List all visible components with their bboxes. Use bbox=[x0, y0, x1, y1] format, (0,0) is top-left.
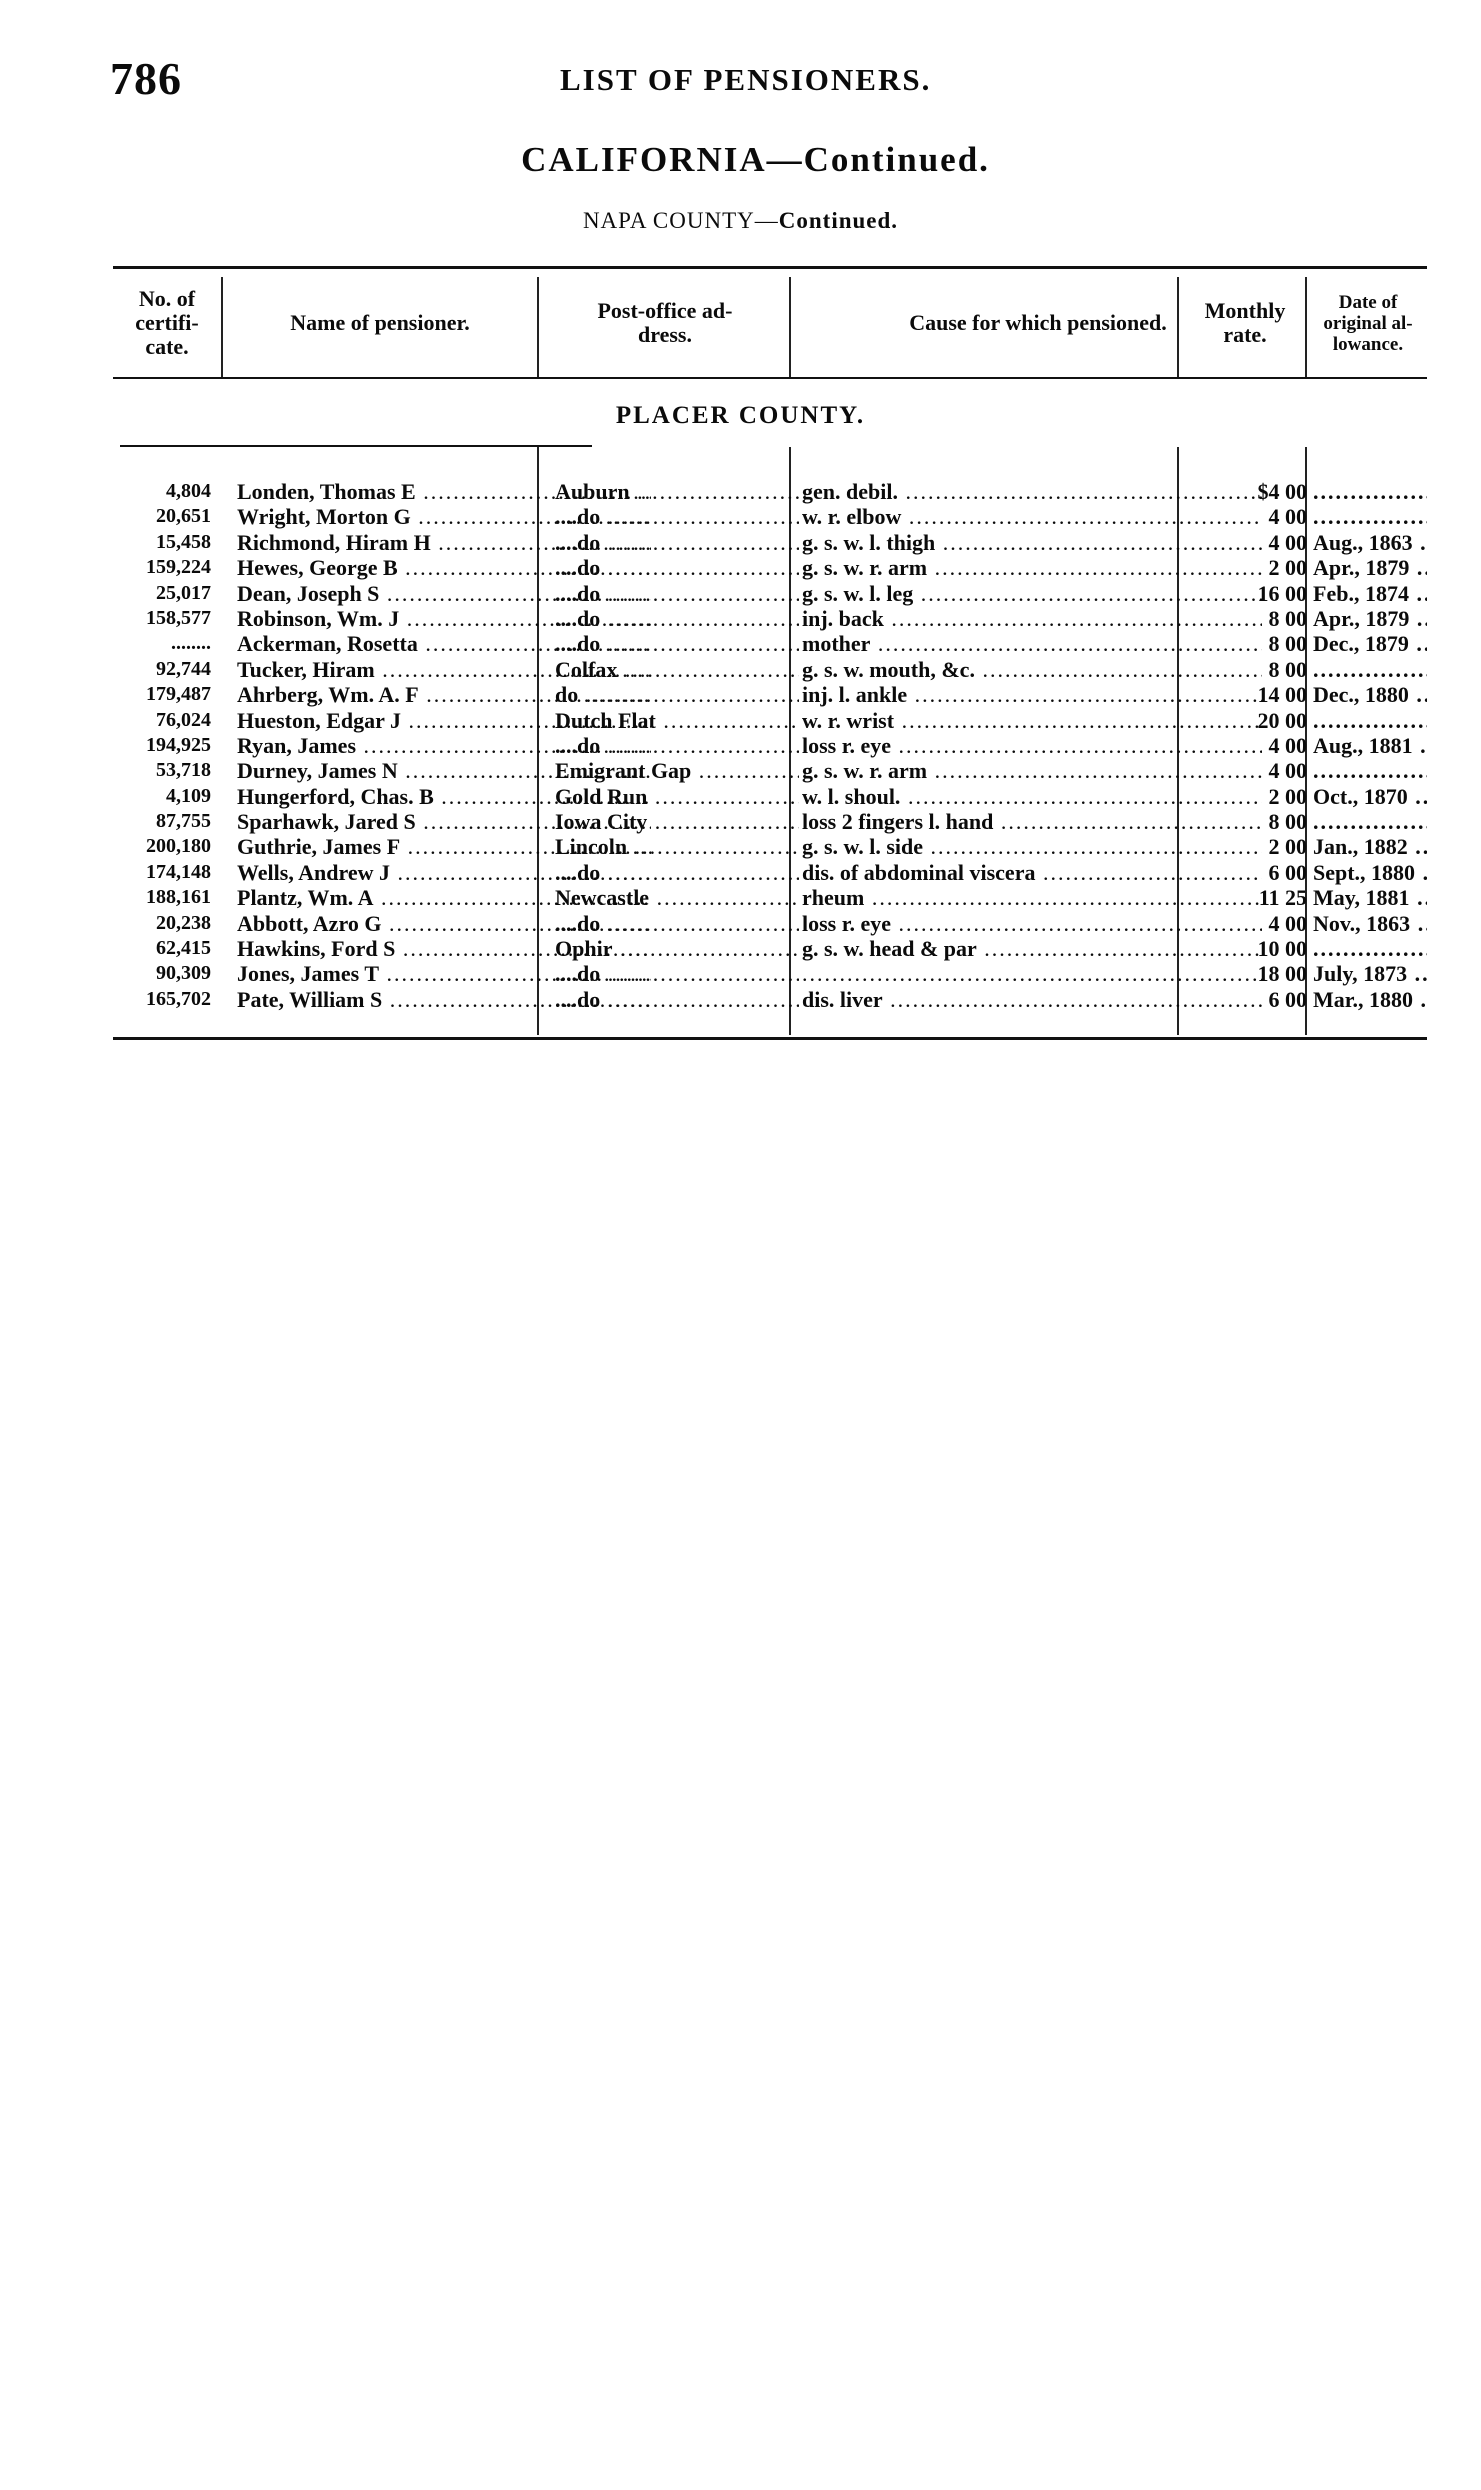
pensioner-name: Guthrie, James F ..... bbox=[237, 834, 651, 859]
post-office: Lincoln ..... bbox=[555, 834, 799, 859]
allowance-date: Feb., 1874 ..... bbox=[1313, 581, 1427, 606]
table-row bbox=[113, 555, 1427, 580]
post-office: ....do ..... bbox=[555, 911, 799, 936]
pension-cause: g. s. w. r. arm ..... bbox=[802, 758, 1262, 783]
pension-cause: rheum ..... bbox=[802, 885, 1262, 910]
pensioner-name: Robinson, Wm. J ..... bbox=[237, 606, 651, 631]
allowance-date bbox=[1313, 657, 1427, 682]
pension-cause: dis. of abdominal viscera ..... bbox=[802, 860, 1262, 885]
table-row bbox=[113, 987, 1427, 1012]
pension-cause: inj. back ..... bbox=[802, 606, 1262, 631]
certificate-number: 90,309 bbox=[156, 962, 211, 985]
monthly-rate: 11 25 bbox=[1258, 885, 1307, 911]
column-divider bbox=[1305, 277, 1307, 377]
pensioner-name: Hueston, Edgar J ..... bbox=[237, 708, 651, 733]
monthly-rate: 8 00 bbox=[1268, 656, 1307, 682]
monthly-rate: 2 00 bbox=[1268, 783, 1307, 809]
allowance-date: Mar., 1880 ..... bbox=[1313, 987, 1427, 1012]
pensioner-name: Ryan, James ..... bbox=[237, 733, 651, 758]
continued-label: Continued. bbox=[778, 208, 899, 233]
post-office: ....do ..... bbox=[555, 733, 799, 758]
certificate-number: 53,718 bbox=[156, 759, 211, 782]
pension-cause: g. s. w. l. thigh ..... bbox=[802, 530, 1262, 555]
post-office: ....do ..... bbox=[555, 530, 799, 555]
allowance-date: Apr., 1879 ..... bbox=[1313, 555, 1427, 580]
post-office: ....do ..... bbox=[555, 987, 799, 1012]
table-row bbox=[113, 860, 1427, 885]
pension-cause: loss r. eye ..... bbox=[802, 733, 1262, 758]
table-row bbox=[113, 834, 1427, 859]
pensioner-name: Durney, James N ..... bbox=[237, 758, 651, 783]
post-office: Emigrant Gap ..... bbox=[555, 758, 799, 783]
pension-cause: inj. l. ankle ..... bbox=[802, 682, 1262, 707]
certificate-number: 194,925 bbox=[146, 733, 211, 756]
pensioner-name: Hewes, George B ..... bbox=[237, 555, 651, 580]
post-office: ....do ..... bbox=[555, 504, 799, 529]
column-divider bbox=[789, 277, 791, 377]
post-office: ....do ..... bbox=[555, 961, 799, 986]
certificate-number: 92,744 bbox=[156, 657, 211, 680]
header-name: Name of pensioner. bbox=[290, 310, 470, 335]
header-cause: Cause for which pensioned. bbox=[909, 310, 1167, 335]
certificate-number: 20,651 bbox=[156, 505, 211, 528]
pensioner-name: Abbott, Azro G ..... bbox=[237, 911, 651, 936]
allowance-date bbox=[1313, 936, 1427, 961]
monthly-rate: 2 00 bbox=[1268, 834, 1307, 860]
post-office: Iowa City ..... bbox=[555, 809, 799, 834]
table-row bbox=[113, 504, 1427, 529]
table-row bbox=[113, 479, 1427, 504]
pensioner-name: Richmond, Hiram H ..... bbox=[237, 530, 651, 555]
pensioner-name: Dean, Joseph S ..... bbox=[237, 581, 651, 606]
pension-cause: w. r. wrist ..... bbox=[802, 708, 1262, 733]
monthly-rate: 10 00 bbox=[1257, 936, 1307, 962]
pensioner-name: Plantz, Wm. A ..... bbox=[237, 885, 651, 910]
running-head: LIST OF PENSIONERS. bbox=[560, 62, 932, 97]
column-header-row bbox=[113, 266, 1427, 379]
certificate-number: 25,017 bbox=[156, 581, 211, 604]
pensioner-name: Pate, William S ..... bbox=[237, 987, 651, 1012]
header-date: Date of original al- lowance. bbox=[1323, 291, 1413, 355]
table-row bbox=[113, 631, 1427, 656]
certificate-number: 4,804 bbox=[166, 480, 211, 502]
post-office: Auburn ..... bbox=[555, 479, 799, 504]
pensioner-name: Wright, Morton G ..... bbox=[237, 504, 651, 529]
page-number: 786 bbox=[110, 53, 182, 104]
pensioner-name: Wells, Andrew J ..... bbox=[237, 860, 651, 885]
monthly-rate: 4 00 bbox=[1268, 910, 1307, 936]
allowance-date: Dec., 1879 ..... bbox=[1313, 631, 1427, 656]
pension-cause: loss r. eye ..... bbox=[802, 911, 1262, 936]
certificate-number: 20,238 bbox=[156, 911, 211, 934]
pensioner-table-body bbox=[113, 479, 1427, 1012]
certificate-number: ........ bbox=[171, 632, 211, 655]
certificate-number: 87,755 bbox=[156, 810, 211, 833]
pension-cause: g. s. w. r. arm ..... bbox=[802, 555, 1262, 580]
post-office: ....do ..... bbox=[555, 860, 799, 885]
certificate-number: 174,148 bbox=[146, 860, 211, 883]
pension-cause: g. s. w. head & par ..... bbox=[802, 936, 1262, 961]
post-office: do ..... bbox=[555, 682, 799, 707]
allowance-date: Apr., 1879 ..... bbox=[1313, 606, 1427, 631]
allowance-date: Aug., 1863 ..... bbox=[1313, 530, 1427, 555]
allowance-date bbox=[1313, 479, 1427, 504]
column-divider bbox=[221, 277, 223, 377]
allowance-date: Aug., 1881 ..... bbox=[1313, 733, 1427, 758]
allowance-date bbox=[1313, 708, 1427, 733]
allowance-date: July, 1873 ..... bbox=[1313, 961, 1427, 986]
table-row bbox=[113, 682, 1427, 707]
certificate-number: 15,458 bbox=[156, 530, 211, 553]
county-name: NAPA COUNTY— bbox=[582, 208, 779, 233]
certificate-number: 200,180 bbox=[146, 835, 211, 858]
table-row bbox=[113, 708, 1427, 733]
table-header bbox=[113, 266, 1427, 379]
section-rule bbox=[120, 445, 592, 447]
pensioner-name: Hungerford, Chas. B ..... bbox=[237, 784, 651, 809]
table-row bbox=[113, 530, 1427, 555]
table-row bbox=[113, 758, 1427, 783]
monthly-rate: 14 00 bbox=[1257, 682, 1307, 708]
certificate-number: 165,702 bbox=[146, 987, 211, 1010]
pension-cause: dis. liver ..... bbox=[802, 987, 1262, 1012]
monthly-rate: 6 00 bbox=[1268, 986, 1307, 1012]
table-row bbox=[113, 885, 1427, 910]
table-row bbox=[113, 911, 1427, 936]
post-office: ....do ..... bbox=[555, 555, 799, 580]
header-rate: Monthly rate. bbox=[1204, 298, 1286, 347]
monthly-rate: 8 00 bbox=[1268, 809, 1307, 835]
post-office: ....do ..... bbox=[555, 631, 799, 656]
column-divider bbox=[1177, 277, 1179, 377]
certificate-number: 158,577 bbox=[146, 606, 211, 629]
certificate-number: 159,224 bbox=[146, 556, 211, 579]
county-continued-heading bbox=[0, 208, 1481, 234]
allowance-date: May, 1881 ..... bbox=[1313, 885, 1427, 910]
allowance-date bbox=[1313, 758, 1427, 783]
allowance-date: Jan., 1882 ..... bbox=[1313, 834, 1427, 859]
column-divider bbox=[537, 277, 539, 377]
pension-cause: g. s. w. l. leg ..... bbox=[802, 581, 1262, 606]
table-row bbox=[113, 784, 1427, 809]
monthly-rate: 4 00 bbox=[1268, 732, 1307, 758]
table-row bbox=[113, 961, 1427, 986]
monthly-rate: $4 00 bbox=[1257, 479, 1307, 504]
monthly-rate: 6 00 bbox=[1268, 859, 1307, 885]
certificate-number: 179,487 bbox=[146, 683, 211, 706]
table-row bbox=[113, 733, 1427, 758]
allowance-date bbox=[1313, 809, 1427, 834]
pensioner-name: Ahrberg, Wm. A. F ..... bbox=[237, 682, 651, 707]
pension-cause: loss 2 fingers l. hand ..... bbox=[802, 809, 1262, 834]
allowance-date: Sept., 1880 ..... bbox=[1313, 860, 1427, 885]
post-office: Colfax ..... bbox=[555, 657, 799, 682]
header-post: Post-office ad- dress. bbox=[597, 298, 733, 347]
monthly-rate: 18 00 bbox=[1257, 961, 1307, 987]
post-office: Newcastle ..... bbox=[555, 885, 799, 910]
pensioner-name: Londen, Thomas E ..... bbox=[237, 479, 651, 504]
certificate-number: 4,109 bbox=[166, 784, 211, 807]
state-title: CALIFORNIA—Continued. bbox=[521, 140, 990, 179]
monthly-rate: 20 00 bbox=[1257, 707, 1307, 733]
table-row bbox=[113, 657, 1427, 682]
monthly-rate: 4 00 bbox=[1268, 504, 1307, 530]
section-title: PLACER COUNTY. bbox=[615, 402, 866, 429]
pension-cause: mother ..... bbox=[802, 631, 1262, 656]
pension-cause: g. s. w. mouth, &c. ..... bbox=[802, 657, 1262, 682]
table-row bbox=[113, 936, 1427, 961]
pensioner-name: Sparhawk, Jared S ..... bbox=[237, 809, 651, 834]
monthly-rate: 4 00 bbox=[1268, 758, 1307, 784]
post-office: Ophir ..... bbox=[555, 936, 799, 961]
post-office: Dutch Flat ..... bbox=[555, 708, 799, 733]
header-cert: No. of certifi- cate. bbox=[135, 286, 199, 359]
pension-cause: w. l. shoul. ..... bbox=[802, 784, 1262, 809]
pensioner-name: Tucker, Hiram ..... bbox=[237, 657, 651, 682]
monthly-rate: 4 00 bbox=[1268, 529, 1307, 555]
table-row bbox=[113, 606, 1427, 631]
certificate-number: 188,161 bbox=[146, 886, 211, 909]
certificate-number: 76,024 bbox=[156, 708, 211, 731]
pension-cause: gen. debil. ..... bbox=[802, 479, 1262, 504]
post-office: Gold Run ..... bbox=[555, 784, 799, 809]
monthly-rate: 16 00 bbox=[1257, 580, 1307, 606]
post-office: ....do ..... bbox=[555, 606, 799, 631]
allowance-date: Nov., 1863 ..... bbox=[1313, 911, 1427, 936]
pension-cause: g. s. w. l. side ..... bbox=[802, 834, 1262, 859]
post-office: ....do ..... bbox=[555, 581, 799, 606]
certificate-number: 62,415 bbox=[156, 937, 211, 960]
allowance-date: Dec., 1880 ..... bbox=[1313, 682, 1427, 707]
table-row bbox=[113, 809, 1427, 834]
table-bottom-rule bbox=[113, 1037, 1427, 1040]
monthly-rate: 2 00 bbox=[1268, 555, 1307, 581]
allowance-date bbox=[1313, 504, 1427, 529]
pensioner-name: Ackerman, Rosetta ..... bbox=[237, 631, 651, 656]
monthly-rate: 8 00 bbox=[1268, 631, 1307, 657]
pensioner-name: Jones, James T ..... bbox=[237, 961, 651, 986]
allowance-date: Oct., 1870 ..... bbox=[1313, 784, 1427, 809]
table-row bbox=[113, 581, 1427, 606]
pension-cause: w. r. elbow ..... bbox=[802, 504, 1262, 529]
pensioner-name: Hawkins, Ford S ..... bbox=[237, 936, 651, 961]
monthly-rate: 8 00 bbox=[1268, 605, 1307, 631]
